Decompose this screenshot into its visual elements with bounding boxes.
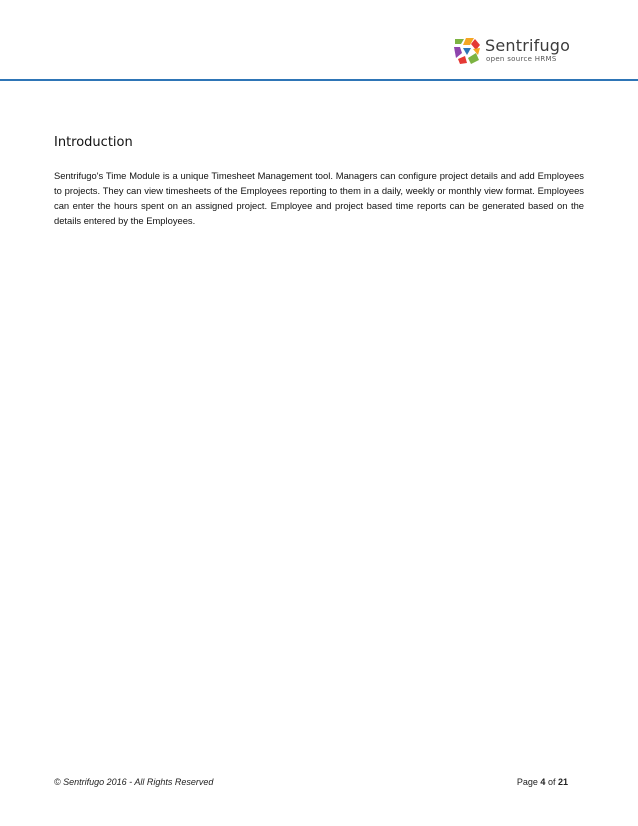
section-title: Introduction — [54, 135, 133, 150]
page-footer — [54, 775, 584, 789]
logo-name: Sentrifugo — [485, 36, 571, 55]
page-current: 4 — [540, 777, 546, 787]
logo-tagline: open source HRMS — [486, 55, 557, 63]
footer-copyright: © Sentrifugo 2016 - All Rights Reserved — [54, 777, 214, 787]
page-total: 21 — [557, 777, 568, 787]
header-logo — [452, 36, 582, 70]
page-of: of — [547, 777, 556, 787]
page-label: Page — [516, 777, 538, 787]
header-divider — [0, 79, 638, 81]
page-number — [517, 775, 568, 789]
sentrifugo-logo-icon — [452, 36, 482, 66]
intro-paragraph: Sentrifugo's Time Module is a unique Timesheet Management tool. Managers can configure project details and add Employees to projects. They can view timesheets of the Employees reporting to them in a daily, weekly or monthly view format. Employees can enter the hours spent on an assigned project. Employee and project based time reports can be generated based on the details entered by the Employees. — [54, 170, 584, 226]
